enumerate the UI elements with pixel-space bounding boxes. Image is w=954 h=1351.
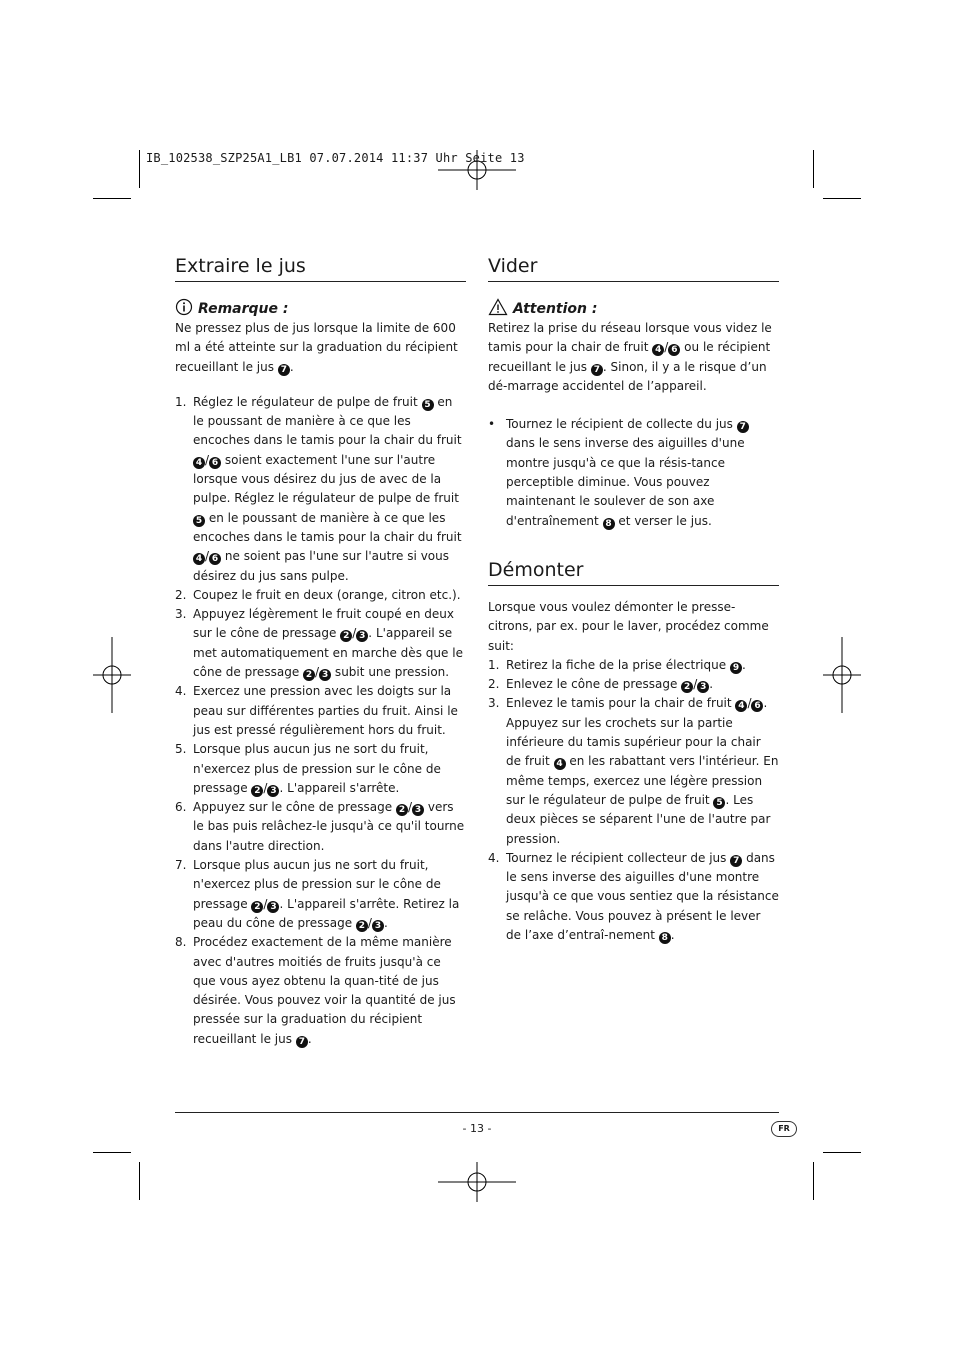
step-number: 6. — [175, 800, 187, 815]
page-number: - 13 - — [462, 1122, 492, 1135]
part-number-badge: 9 — [730, 662, 742, 674]
section-title-demonter: Démonter — [488, 559, 779, 586]
warning-icon — [488, 298, 508, 320]
attention-title: Attention : — [513, 301, 598, 317]
part-number-badge: 4 — [193, 457, 205, 469]
part-number-badge: 7 — [591, 364, 603, 376]
left-column — [175, 255, 466, 1049]
part-number-badge: 5 — [193, 515, 205, 527]
list-item — [175, 393, 466, 586]
list-item — [488, 694, 779, 848]
part-number-badge: 3 — [412, 804, 424, 816]
registration-mark — [823, 637, 861, 713]
part-number-badge: 2 — [251, 785, 263, 797]
footer-rule — [175, 1112, 779, 1113]
print-slug: IB_102538_SZP25A1_LB1 07.07.2014 11:37 Uhr Seite 13 — [146, 151, 525, 165]
list-item — [488, 656, 779, 675]
right-column — [488, 255, 779, 945]
crop-mark — [813, 1162, 814, 1200]
step-number: 1. — [175, 394, 187, 409]
list-item — [175, 605, 466, 682]
step-text: Enlevez le tamis pour la chair de fruit 4 / 6 . Appuyez sur les crochets sur la partie inférieure du tamis supérieur pour la chair de fruit 4 en les rabattant vers l'intérieur. En même temps, exercez une légère pression sur le régulateur de pulpe de fruit 5 . Les deux pièces se séparent l'une de l'autre par pression. — [506, 696, 779, 846]
part-number-badge: 5 — [422, 399, 434, 411]
step-text: Enlevez le cône de pressage 2 / 3 . — [506, 677, 714, 693]
vider-bullets — [488, 415, 779, 531]
step-text: Procédez exactement de la même manière avec d'autres moitiés de fruits jusqu'à ce que vous ayez obtenu la quan-tité de jus désirée. Vous pouvez voir la quantité de jus pressée sur la graduation du récipient recueillant le jus 7 . — [193, 935, 456, 1047]
list-item — [175, 856, 466, 933]
step-number: 3. — [488, 696, 500, 711]
crop-mark — [139, 1162, 140, 1200]
part-number-badge: 2 — [681, 681, 693, 693]
step-number: 3. — [175, 607, 187, 622]
list-item — [175, 586, 466, 605]
step-text: Retirez la fche de la prise électrique 9 . — [506, 657, 746, 673]
crop-mark — [139, 150, 140, 188]
part-number-badge: 7 — [737, 421, 749, 433]
step-number: 5. — [175, 742, 187, 757]
part-number-badge: 6 — [209, 553, 221, 565]
info-icon — [175, 298, 193, 320]
part-number-badge: 2 — [396, 804, 408, 816]
part-number-badge: 3 — [372, 920, 384, 932]
step-text: Réglez le régulateur de pulpe de fruit 5 en le poussant de manière à ce que les encoches dans le tamis pour la chair du fruit 4 / 6 soient exactement l'une sur l'autre lorsque vous désirez du jus de avec de la pulpe. Réglez le régulateur de pulpe de fruit 5 en le poussant de manière à ce que les encoches dans le tamis pour la chair du fruit 4 / 6 ne soient pas l'une sur l'autre si vous désirez du jus sans pulpe. — [193, 394, 462, 583]
part-number-badge: 7 — [730, 855, 742, 867]
part-number-badge: 4 — [735, 700, 747, 712]
crop-mark — [93, 198, 131, 199]
crop-mark — [93, 1152, 131, 1153]
part-number-badge: 8 — [659, 932, 671, 944]
step-number: 8. — [175, 935, 187, 950]
part-number-badge: 3 — [267, 785, 279, 797]
demonter-intro: Lorsque vous voulez démonter le presse-citrons, par ex. pour le laver, procédez comme suit: — [488, 599, 769, 653]
part-number-badge: 4 — [652, 344, 664, 356]
part-number-badge: 3 — [356, 630, 368, 642]
part-number-badge: 2 — [303, 669, 315, 681]
step-number: 1. — [488, 657, 500, 672]
note-heading — [175, 299, 466, 319]
list-item — [175, 682, 466, 740]
part-number-badge: 3 — [697, 681, 709, 693]
step-text: Appuyez sur le cône de pressage 2 / 3 vers le bas puis relâchez-le jusqu'à ce qu'il tourne dans l'autre direction. — [193, 800, 465, 853]
registration-mark — [438, 1162, 516, 1202]
list-item: • Tournez le récipient de collecte du jus 7 dans le sens inverse des aiguilles d'une montre jusqu'à ce que la résis-tance perceptible diminue. Vous pouvez maintenant le soulever de son axe d'entraînement 8 et verser le jus. — [488, 415, 779, 531]
part-number-badge: 8 — [603, 518, 615, 530]
list-item — [175, 740, 466, 798]
step-number: 2. — [175, 587, 187, 602]
crop-mark — [823, 198, 861, 199]
step-text: Coupez le fruit en deux (orange, citron etc.). — [193, 587, 461, 602]
part-number-badge: 6 — [668, 344, 680, 356]
crop-mark — [823, 1152, 861, 1153]
part-number-badge: 7 — [296, 1036, 308, 1048]
list-item — [175, 798, 466, 856]
part-number-badge: 5 — [713, 797, 725, 809]
part-number-badge: 2 — [356, 920, 368, 932]
part-number-badge: 2 — [251, 901, 263, 913]
attention-heading — [488, 299, 779, 319]
note-title: Remarque : — [198, 301, 289, 317]
demonter-steps — [488, 656, 779, 945]
part-number-badge: 3 — [267, 901, 279, 913]
bullet-text: Tournez le récipient de collecte du jus 7 dans le sens inverse des aiguilles d'une montre jusqu'à ce que la résis-tance perceptible diminue. Vous pouvez maintenant le soulever de son axe d'entraînement 8 et verser le jus. — [506, 417, 749, 527]
list-item — [488, 849, 779, 945]
attention-text: Retirez la prise du réseau lorsque vous videz le tamis pour la chair de fruit 4 / 6 ou le récipient recueillant le jus 7 . Sinon, il y a le risque d’un dé-marrage accidentel de l’appareil. — [488, 321, 772, 393]
extract-steps — [175, 393, 466, 1049]
step-number: 7. — [175, 858, 187, 873]
step-text: Exercez une pression avec les doigts sur la peau sur différentes parties du fruit. Ainsi le jus est pressé régulièrement hors du fruit. — [193, 684, 458, 737]
step-text: Tournez le récipient collecteur de jus 7 dans le sens inverse des aiguilles d'une montre jusqu'à ce que vous sentiez que la résistance se relâche. Vous pouvez à présent le lever de l’axe d’entraî-nement 8 . — [506, 850, 779, 944]
part-number-badge: 6 — [209, 457, 221, 469]
step-number: 4. — [488, 850, 500, 865]
section-title-extraire: Extraire le jus — [175, 255, 466, 282]
part-number-badge: 7 — [278, 364, 290, 376]
part-number-badge: 4 — [554, 758, 566, 770]
part-number-badge: 3 — [319, 669, 331, 681]
section-title-vider: Vider — [488, 255, 779, 282]
list-item — [488, 675, 779, 694]
crop-mark — [813, 150, 814, 188]
registration-mark — [93, 637, 131, 713]
step-text: Appuyez légèrement le fruit coupé en deux sur le cône de pressage 2 / 3 . L'appareil se met automatiquement en marche dès que le cône de pressage 2 / 3 subit une pression. — [193, 607, 463, 681]
step-number: 4. — [175, 684, 187, 699]
list-item — [175, 933, 466, 1049]
part-number-badge: 6 — [751, 700, 763, 712]
part-number-badge: 4 — [193, 553, 205, 565]
language-badge: FR — [771, 1121, 797, 1137]
step-text: Lorsque plus aucun jus ne sort du fruit, n'exercez plus de pression sur le cône de pressage 2 / 3 . L'appareil s'arrête. Retirez la peau du cône de pressage 2 / 3 . — [193, 858, 460, 931]
step-text: Lorsque plus aucun jus ne sort du fruit, n'exercez plus de pression sur le cône de pressage 2 / 3 . L'appareil s'arrête. — [193, 742, 441, 796]
part-number-badge: 2 — [340, 630, 352, 642]
note-text: Ne pressez plus de jus lorsque la limite de 600 ml a été atteinte sur la graduation du récipient recueillant le jus 7 . — [175, 321, 458, 375]
step-number: 2. — [488, 677, 500, 692]
